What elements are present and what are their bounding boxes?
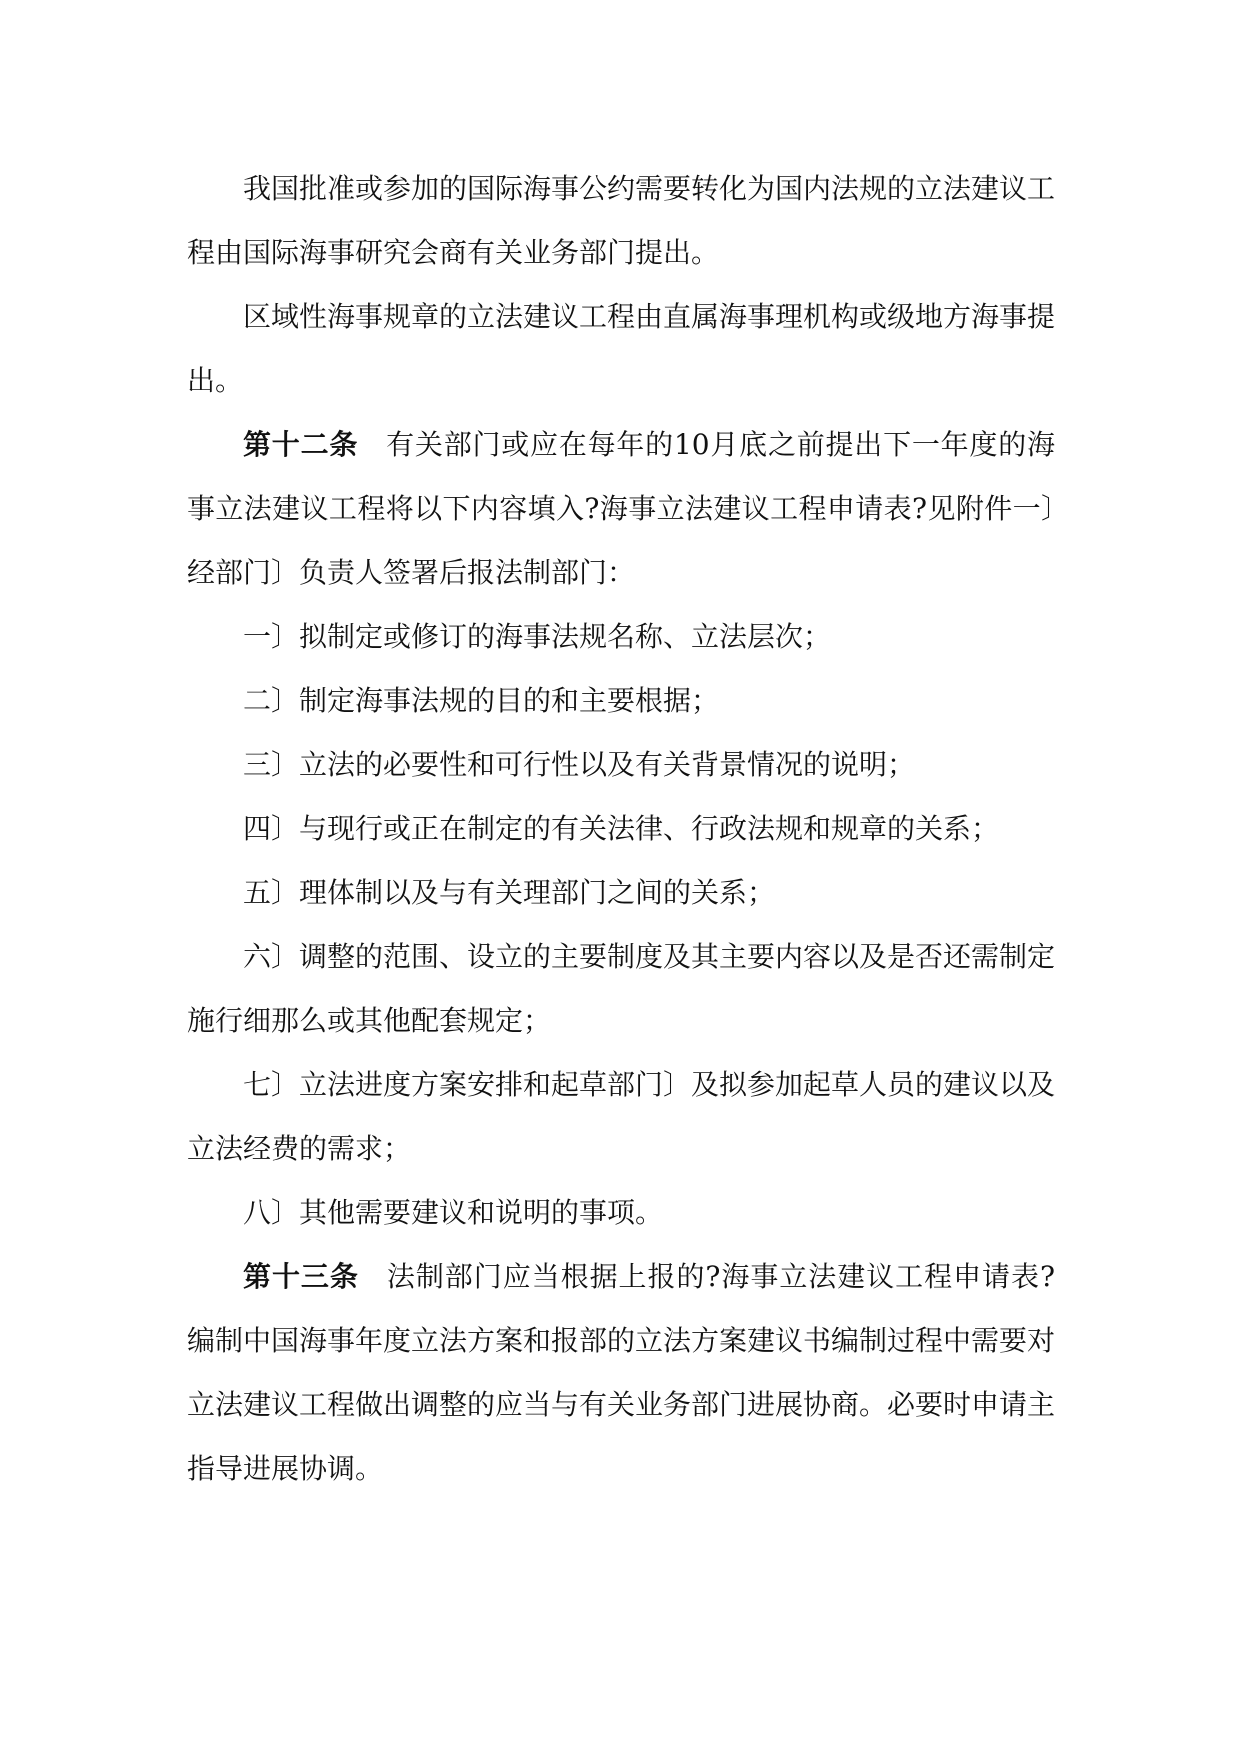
article-13-text: 法制部门应当根据上报的?海事立法建议工程申请表?编制中国海事年度立法方案和报部的立法方案建议书编制过程中需要对立法建议工程做出调整的应当与有关业务部门进展协商。必要时申请主指导进展协调。 xyxy=(187,1260,1056,1485)
list-item-text: 二〕制定海事法规的目的和主要根据； xyxy=(243,684,720,717)
list-item-3 xyxy=(187,733,1055,797)
article-13 xyxy=(187,1245,1055,1501)
list-item-1 xyxy=(187,605,1055,669)
paragraph-text: 区域性海事规章的立法建议工程由直属海事理机构或级地方海事提出。 xyxy=(187,300,1056,397)
list-item-text: 五〕理体制以及与有关理部门之间的关系； xyxy=(243,876,776,909)
article-12 xyxy=(187,413,1055,605)
list-item-text: 八〕其他需要建议和说明的事项。 xyxy=(243,1196,664,1229)
article-12-label: 第十二条 xyxy=(243,428,359,461)
article-13-label: 第十三条 xyxy=(243,1260,359,1293)
article-12-text: 有关部门或应在每年的10月底之前提出下一年度的海事立法建议工程将以下内容填入?海事立法建议工程申请表?见附件一〕经部门〕负责人签署后报法制部门： xyxy=(187,428,1055,589)
list-item-text: 四〕与现行或正在制定的有关法律、行政法规和规章的关系； xyxy=(243,812,1000,845)
list-item-8 xyxy=(187,1181,1055,1245)
list-item-4 xyxy=(187,797,1055,861)
list-item-5 xyxy=(187,861,1055,925)
list-item-7 xyxy=(187,1053,1055,1181)
document-body xyxy=(187,157,1055,1501)
list-item-text: 七〕立法进度方案安排和起草部门〕及拟参加起草人员的建议以及立法经费的需求； xyxy=(187,1068,1056,1165)
list-item-text: 六〕调整的范围、设立的主要制度及其主要内容以及是否还需制定施行细那么或其他配套规定； xyxy=(187,940,1056,1037)
list-item-text: 一〕拟制定或修订的海事法规名称、立法层次； xyxy=(243,620,832,653)
list-item-6 xyxy=(187,925,1055,1053)
paragraph-regional-rules xyxy=(187,285,1055,413)
list-item-text: 三〕立法的必要性和可行性以及有关背景情况的说明； xyxy=(243,748,916,781)
paragraph-convention-transfer xyxy=(187,157,1055,285)
list-item-2 xyxy=(187,669,1055,733)
paragraph-text: 我国批准或参加的国际海事公约需要转化为国内法规的立法建议工程由国际海事研究会商有关业务部门提出。 xyxy=(187,172,1056,269)
